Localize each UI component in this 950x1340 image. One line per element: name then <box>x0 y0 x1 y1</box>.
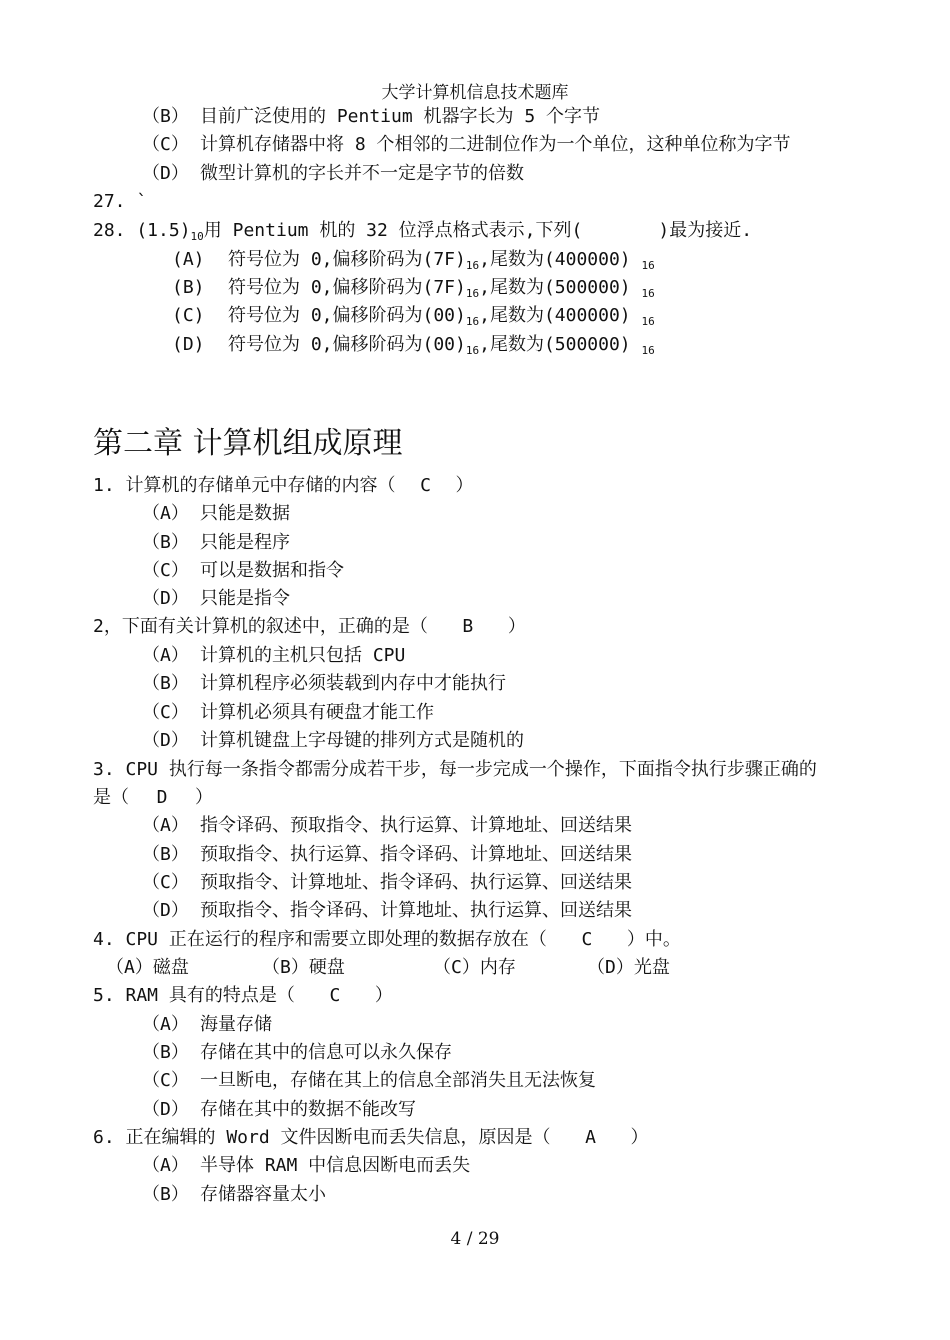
answer-letter: B <box>462 616 474 637</box>
option-line: （A） 海量存储 <box>142 1014 272 1035</box>
question-27: 27. ` <box>93 191 148 212</box>
option-inline: （C）内存 <box>433 957 516 978</box>
question-4-stem: 4. CPU 正在运行的程序和需要立即处理的数据存放在（ C ）中。 <box>93 927 681 953</box>
option-line: （C） 计算机必须具有硬盘才能工作 <box>142 702 434 723</box>
option-line: （A） 计算机的主机只包括 CPU <box>142 645 406 666</box>
option-line: （B） 只能是程序 <box>142 532 290 553</box>
question-3-stem-cont: 是（ D ） <box>93 785 213 811</box>
question-3-stem: 3. CPU 执行每一条指令都需分成若干步，每一步完成一个操作，下面指令执行步骤正确的 <box>93 759 817 780</box>
question-1-stem: 1. 计算机的存储单元中存储的内容（ C ） <box>93 473 474 499</box>
answer-letter: C <box>329 985 341 1006</box>
option-line: （B） 目前广泛使用的 Pentium 机器字长为 5 个字节 <box>142 106 601 127</box>
page-number: 4 / 29 <box>450 1229 500 1249</box>
running-header: 大学计算机信息技术题库 <box>381 83 569 103</box>
option-line: （D） 只能是指令 <box>142 588 290 609</box>
option-line: （C） 可以是数据和指令 <box>142 560 344 581</box>
option-line: （D） 计算机键盘上字母键的排列方式是随机的 <box>142 730 524 751</box>
answer-letter: D <box>156 787 168 808</box>
option-line: （B） 存储器容量太小 <box>142 1184 326 1205</box>
option-line: （C） 计算机存储器中将 8 个相邻的二进制位作为一个单位，这种单位称为字节 <box>142 134 791 155</box>
option-line: (A) 符号位为 0,偏移阶码为$(7F)_{16}$,尾数为(400000) $_{16}$ <box>172 249 655 272</box>
option-line: （A） 半导体 RAM 中信息因断电而丢失 <box>142 1155 471 1176</box>
option-line: (D) 符号位为 0,偏移阶码为$(00)_{16}$,尾数为(500000) $_{16}$ <box>172 334 655 357</box>
option-inline: （A）磁盘 <box>106 957 189 978</box>
option-line: (B) 符号位为 0,偏移阶码为$(7F)_{16}$,尾数为(500000) $_{16}$ <box>172 277 655 300</box>
option-line: (C) 符号位为 0,偏移阶码为$(00)_{16}$,尾数为(400000) $_{16}$ <box>172 305 655 328</box>
question-2-stem: 2，下面有关计算机的叙述中，正确的是（ B ） <box>93 614 526 640</box>
option-line: （C） 一旦断电，存储在其上的信息全部消失且无法恢复 <box>142 1070 596 1091</box>
answer-letter: A <box>585 1127 596 1148</box>
chapter-title: 第二章 计算机组成原理 <box>93 426 403 461</box>
option-line: （D） 存储在其中的数据不能改写 <box>142 1099 416 1120</box>
option-line: （D） 微型计算机的字长并不一定是字节的倍数 <box>142 163 524 184</box>
question-5-stem: 5. RAM 具有的特点是（ C ） <box>93 983 393 1009</box>
option-line: （B） 计算机程序必须装载到内存中才能执行 <box>142 673 506 694</box>
question-28-stem: 28. $(1.5)_{10}$用 Pentium 机的 32 位浮点格式表示,下列( )最为接近. <box>93 220 753 243</box>
question-6-stem: 6. 正在编辑的 Word 文件因断电而丢失信息，原因是（ A ） <box>93 1125 649 1151</box>
option-line: （A） 只能是数据 <box>142 503 290 524</box>
option-inline: （D）光盘 <box>587 957 670 978</box>
option-line: （B） 预取指令、执行运算、指令译码、计算地址、回送结果 <box>142 844 632 865</box>
option-line: （D） 预取指令、指令译码、计算地址、执行运算、回送结果 <box>142 900 632 921</box>
option-line: （C） 预取指令、计算地址、指令译码、执行运算、回送结果 <box>142 872 632 893</box>
option-line: （B） 存储在其中的信息可以永久保存 <box>142 1042 452 1063</box>
answer-letter: C <box>420 475 431 496</box>
option-inline: （B）硬盘 <box>262 957 345 978</box>
option-line: （A） 指令译码、预取指令、执行运算、计算地址、回送结果 <box>142 815 632 836</box>
answer-letter: C <box>581 929 593 950</box>
